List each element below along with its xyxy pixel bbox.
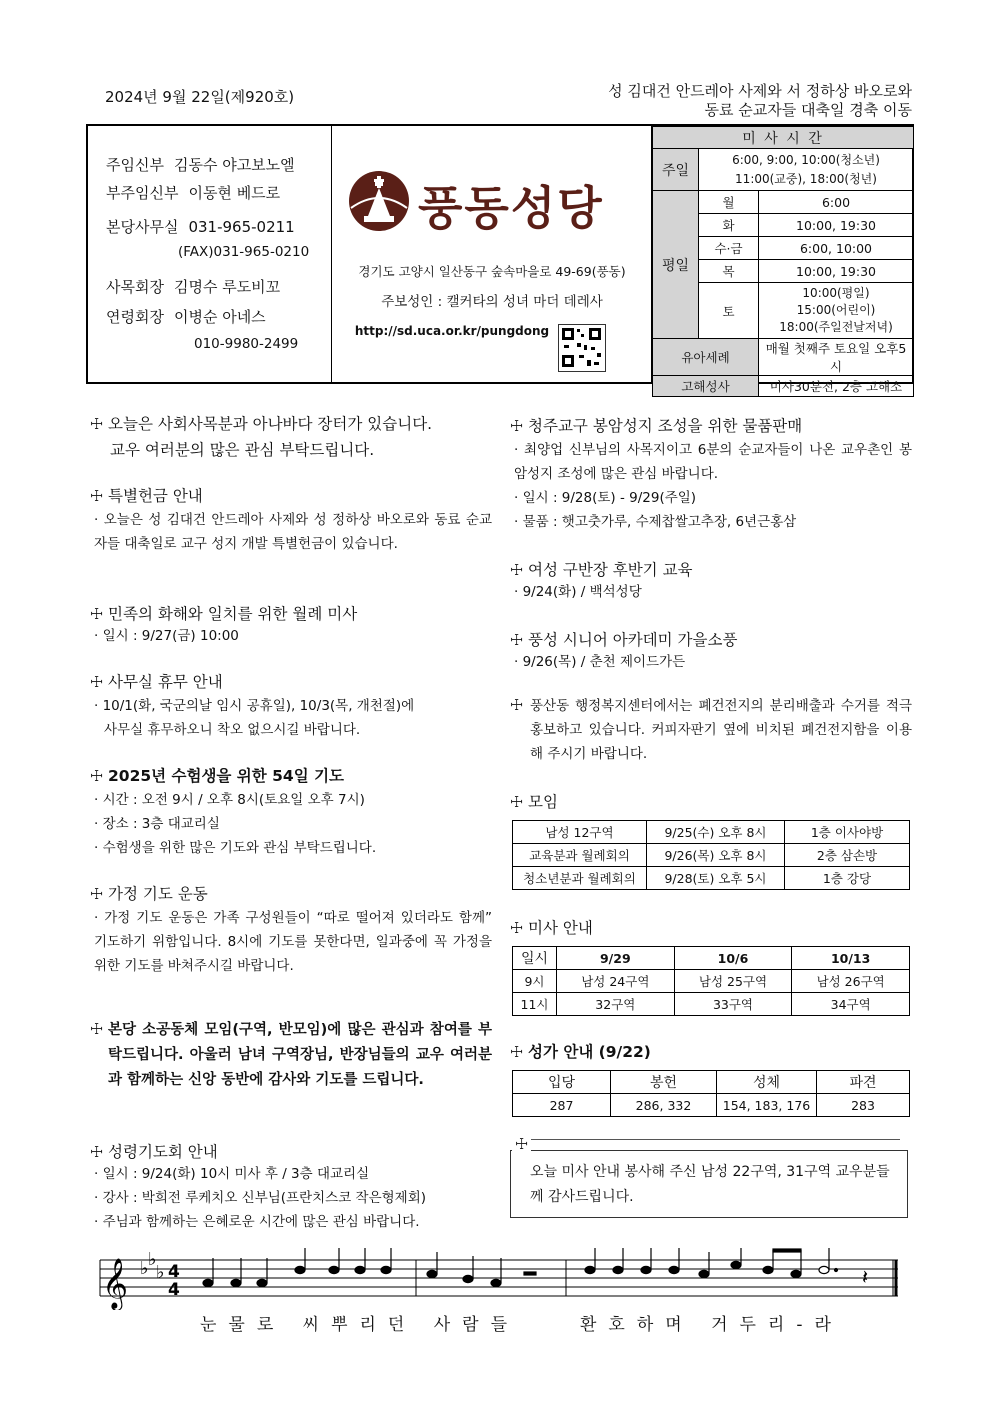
mass-guide-cell: 32구역 [557,993,675,1016]
meeting-time: 9/26(목) 오후 8시 [647,844,785,867]
bongam-date: · 일시 : 9/28(토) - 9/29(주일) [514,490,697,506]
table-header [513,1071,910,1094]
hymn-header: 성체 [717,1071,817,1094]
meeting-place: 1층 이사야방 [785,821,910,844]
section-title-hymns [510,1040,651,1062]
mass-guide-cell: 34구역 [792,993,910,1016]
office-closed-line1: · 10/1(화, 국군의날 임시 공휴일), 10/3(목, 개천절)에 [94,698,415,714]
mass-guide-h2: 10/6 [674,947,792,970]
section-title-text: 미사 안내 [528,919,593,937]
cross-icon: ☩ [90,767,104,785]
cross-icon: ☩ [90,885,104,903]
treble-clef-icon: 𝄞 [102,1258,129,1309]
exam-prayer-place: · 장소 : 3층 대교리실 [94,816,220,832]
weekday-day: 수·금 [699,237,759,260]
section-title-text: 풍성 시니어 아카데미 가을소풍 [528,631,738,649]
table-row [513,993,910,1016]
bulletin-header [86,124,914,394]
cross-icon: ☩ [90,487,104,505]
section-title-meetings [510,790,558,812]
baptism-label: 유아세례 [653,339,759,376]
family-prayer-body: · 가정 기도 운동은 가족 구성원들이 “따로 떨어져 있더라도 함께” 기도하기 위함입니다. 8시에 기도를 못한다면, 일과중에 꼭 가정을 위한 기도를 바쳐주시길 바랍니다. [94,910,492,974]
church-patron: 주보성인 : 캘커타의 성녀 마더 데레사 [381,294,603,310]
section-title-text: 여성 구반장 후반기 교육 [528,561,693,579]
table-row [513,970,910,993]
section-title-text: 청주교구 봉암성지 조성을 위한 물품판매 [528,417,803,435]
cross-icon: ☩ [90,605,104,623]
community-cross [90,1020,108,1038]
cross-icon: ☩ [90,673,104,691]
church-panel [332,126,652,382]
pastor-row [106,154,295,175]
battery-notice: 풍산동 행정복지센터에서는 폐건전지의 분리배출과 수거를 적극 홍보하고 있습니다. 커피자판기 옆에 비치된 폐건전지함을 이용해 주시기 바랍니다. [530,698,912,762]
council-role: 사목회장 [106,278,164,296]
section-title-text: 성가 안내 (9/22) [528,1043,651,1061]
time-sig-bottom: 4 [168,1280,180,1300]
cross-icon: ☩ [90,415,104,433]
assistant-name: 이동현 베드로 [188,184,281,202]
bongam-items: · 물품 : 햇고춧가루, 수제찹쌀고추장, 6년근홍삼 [514,514,797,530]
assistant-row [106,182,280,203]
table-row [513,867,910,890]
office-fax: (FAX)031-965-0210 [178,244,310,260]
notice-divider [530,1139,900,1140]
hymn-header: 파견 [817,1071,910,1094]
baptism-value: 매월 첫째주 토요일 오후5시 [759,339,914,376]
hymn-header: 봉헌 [611,1071,717,1094]
office-role: 본당사무실 [106,218,179,236]
meeting-name: 청소년분과 월례회의 [513,867,647,890]
lyrics-line1: 눈물로 씨뿌리던 사람들 [200,1315,520,1335]
section-title-text: 사무실 휴무 안내 [108,673,223,691]
mass-title: 미 사 시 간 [653,127,914,149]
saturday-times [759,283,914,339]
cross-icon: ☩ [90,1020,104,1038]
weekday-time: 10:00, 19:30 [759,260,914,283]
sunday-label: 주일 [653,149,699,191]
special-offering-body: · 오늘은 성 김대건 안드레아 사제와 성 정하상 바오로와 동료 순교자들 대축일로 교구 성지 개발 특별헌금이 있습니다. [94,512,492,552]
weekday-time: 10:00, 19:30 [759,214,914,237]
music-staff [96,1248,902,1310]
spirit-prayer-speaker: · 강사 : 박희전 루케치오 신부님(프란치스코 작은형제회) [94,1190,427,1206]
elder-phone: 010-9980-2499 [194,336,299,352]
section-title-special-offering [90,484,203,506]
weekday-day: 월 [699,191,759,214]
church-logo [346,168,636,238]
elder-role: 연령회장 [106,308,164,326]
meeting-place: 2층 삼손방 [785,844,910,867]
section-title-bongam [510,414,802,436]
church-emblem-icon [346,168,412,234]
mass-schedule [652,126,912,394]
section-title-exam-prayer [90,764,344,786]
saturday-day: 토 [699,283,759,339]
church-url[interactable]: http://sd.uca.or.kr/pungdong [354,324,550,338]
cross-icon: ☩ [510,793,524,811]
hymn-table [512,1070,910,1117]
section-title-office-closed [90,670,223,692]
exam-prayer-time: · 시간 : 오전 9시 / 오후 8시(토요일 오후 7시) [94,792,365,808]
sunday-times-line1: 6:00, 9:00, 10:00(청소년) [732,152,880,167]
feast-line-2: 동료 순교자들 대축일 경축 이동 [704,101,912,119]
saturday-line2: 15:00(어린이) [796,303,876,317]
cross-icon: ☩ [512,1135,531,1153]
pastor-name: 김동수 야고보노엘 [173,156,295,174]
women-education-info: · 9/24(화) / 백석성당 [514,584,642,600]
cross-icon: ☩ [510,919,524,937]
section-title-mass-guide [510,916,593,938]
weekday-day: 화 [699,214,759,237]
weekday-day: 목 [699,260,759,283]
section-title-women-education [510,558,693,580]
table-header [513,947,910,970]
weekday-time: 6:00 [759,191,914,214]
flat-icon: ♭ [148,1249,157,1270]
feast-title [608,82,912,120]
mass-guide-cell: 9시 [513,970,557,993]
confession-label: 고해성사 [653,376,759,397]
meeting-name: 교육분과 월례회의 [513,844,647,867]
lyrics-line2: 환호하며 거두리-라 [580,1315,843,1335]
flat-icon: ♭ [140,1258,149,1279]
announcement-market [90,412,432,434]
qr-code-icon[interactable] [558,324,606,372]
sunday-times-line2: 11:00(교중), 18:00(청년) [735,171,877,186]
section-title-text: 모임 [528,793,558,811]
saturday-line1: 10:00(평일) [802,286,870,300]
mass-guide-table [512,946,910,1016]
notes [203,1248,838,1287]
feast-line-1: 성 김대건 안드레아 사제와 서 정하상 바오로와 [608,82,912,100]
pastor-role: 주임신부 [106,156,164,174]
section-title-text: 특별헌금 안내 [108,487,203,505]
spirit-prayer-date: · 일시 : 9/24(화) 10시 미사 후 / 3층 대교리실 [94,1166,370,1182]
thanks-notice: 오늘 미사 안내 봉사해 주신 남성 22구역, 31구역 교우분들께 감사드립니다. [530,1164,890,1205]
office-closed-line2: 사무실 휴무하오니 착오 없으시길 바랍니다. [104,722,361,738]
bongam-body: · 최양업 신부님의 사목지이고 6분의 순교자들이 나온 교우촌인 봉암성지 조성에 많은 관심 바랍니다. [514,442,912,482]
section-title-family-prayer [90,882,208,904]
confession-value: 미사30분전, 2층 고해소 [759,376,914,397]
meetings-table [512,820,910,890]
staff-panel [88,126,332,382]
section-title-text: 가정 기도 운동 [108,885,208,903]
cross-icon: ☩ [510,561,524,579]
council-row [106,276,280,297]
mass-guide-cell: 남성 26구역 [792,970,910,993]
mass-guide-h0: 일시 [513,947,557,970]
hymn-value: 154, 183, 176 [717,1094,817,1117]
section-title-unity-mass [90,602,357,624]
market-line1: 오늘은 사회사목분과 아나바다 장터가 있습니다. [108,415,433,433]
cross-icon: ☩ [510,696,524,714]
community-body: 본당 소공동체 모임(구역, 반모임)에 많은 관심과 참여를 부탁드립니다. 아울러 남녀 구역장님, 반장님들의 교우 여러분과 함께하는 신앙 동반에 감사와 기도를 드립니다. [108,1022,492,1088]
section-title-text: 민족의 화해와 일치를 위한 월례 미사 [108,605,358,623]
sunday-times [699,149,914,191]
mass-guide-cell: 남성 24구역 [557,970,675,993]
time-sig-top: 4 [168,1262,180,1282]
church-address: 경기도 고양시 일산동구 숲속마을로 49-69(풍동) [358,264,626,279]
office-row [106,216,295,237]
spirit-prayer-request: · 주님과 함께하는 은혜로운 시간에 많은 관심 바랍니다. [94,1214,420,1230]
hymn-value: 286, 332 [611,1094,717,1117]
rest-icon: 𝄽 [862,1265,869,1289]
mass-guide-h1: 9/29 [557,947,675,970]
cross-icon: ☩ [90,1143,104,1161]
table-row [513,1094,910,1117]
hymn-value: 287 [513,1094,611,1117]
table-row [513,821,910,844]
meeting-place: 1층 강당 [785,867,910,890]
mass-guide-cell: 33구역 [674,993,792,1016]
section-title-text: 2025년 수험생을 위한 54일 기도 [108,767,345,785]
table-row [513,844,910,867]
section-title-senior-picnic [510,628,737,650]
unity-mass-date: · 일시 : 9/27(금) 10:00 [94,628,239,644]
issue-date: 2024년 9월 22일(제920호) [105,88,295,106]
section-title-text: 성령기도회 안내 [108,1143,218,1161]
market-line2: 교우 여러분의 많은 관심 부탁드립니다. [110,441,375,459]
elder-name: 이병순 아네스 [173,308,266,326]
assistant-role: 부주임신부 [106,184,179,202]
meeting-name: 남성 12구역 [513,821,647,844]
cross-icon: ☩ [510,1043,524,1061]
office-phone: 031-965-0211 [188,218,295,236]
elder-row [106,306,266,327]
council-name: 김명수 루도비꼬 [173,278,281,296]
mass-time-table [652,126,914,397]
weekday-label: 평일 [653,191,699,339]
battery-cross [510,696,528,714]
cross-icon: ☩ [510,417,524,435]
meeting-time: 9/25(수) 오후 8시 [647,821,785,844]
senior-picnic-info: · 9/26(목) / 춘천 제이드가든 [514,654,686,670]
cross-icon: ☩ [510,631,524,649]
section-title-spirit-prayer [90,1140,218,1162]
mass-guide-cell: 남성 25구역 [674,970,792,993]
church-name: 풍동성당 [418,181,604,235]
exam-prayer-request: · 수험생을 위한 많은 기도와 관심 부탁드립니다. [94,840,377,856]
hymn-value: 283 [817,1094,910,1117]
weekday-time: 6:00, 10:00 [759,237,914,260]
saturday-line3: 18:00(주일전날저녁) [779,320,893,334]
mass-guide-h3: 10/13 [792,947,910,970]
flat-icon: ♭ [156,1262,165,1283]
mass-guide-cell: 11시 [513,993,557,1016]
hymn-header: 입당 [513,1071,611,1094]
meeting-time: 9/28(토) 오후 5시 [647,867,785,890]
